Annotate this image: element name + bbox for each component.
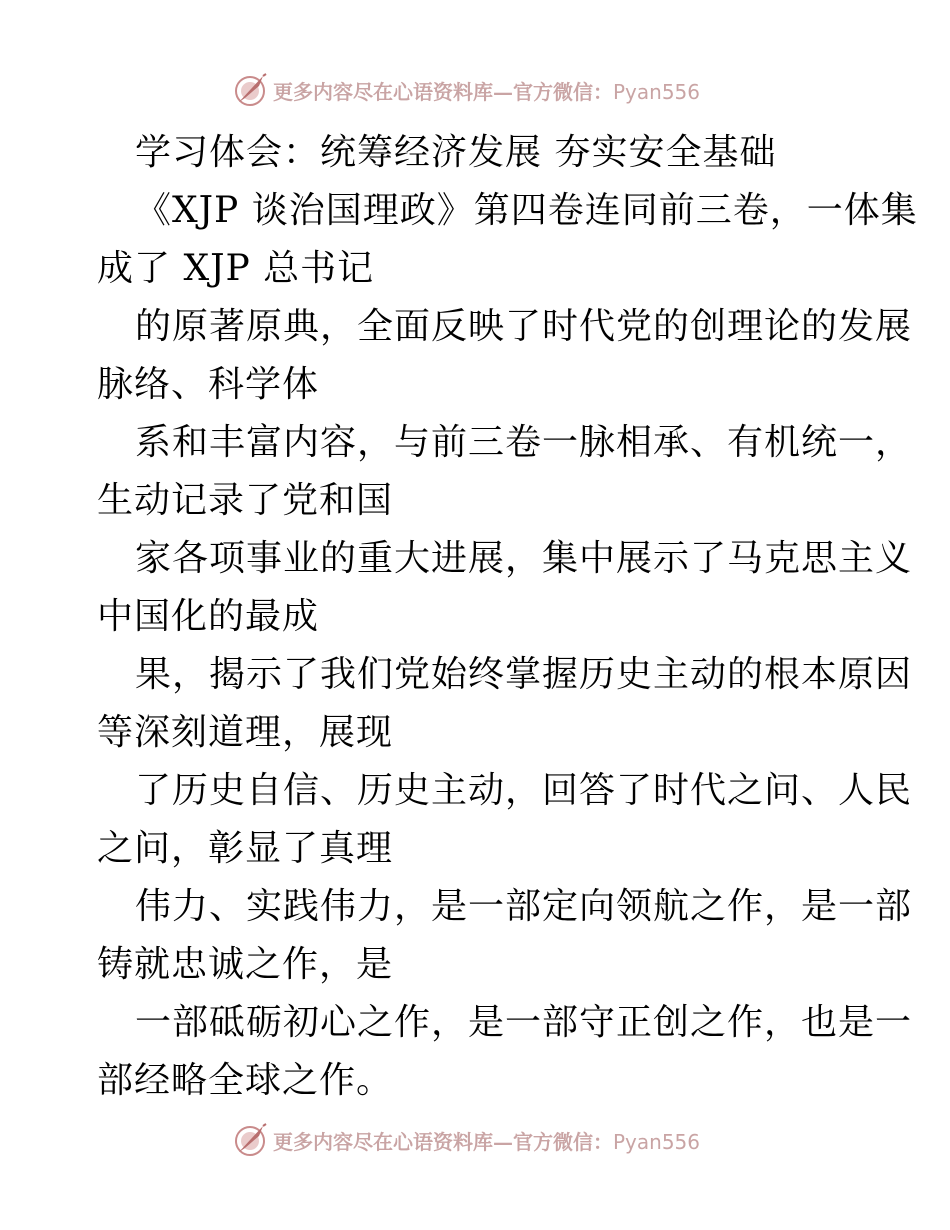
- wechat-id: Pyan556: [613, 79, 701, 104]
- body-line: 家各项事业的重大进展，集中展示了马克思主义: [135, 538, 913, 579]
- body-line: 部经略全球之作。: [97, 1060, 394, 1101]
- body-line: 生动记录了党和国: [97, 480, 394, 521]
- body-line: 果，揭示了我们党始终掌握历史主动的根本原因: [135, 654, 913, 695]
- body-line: 的原著原典，全面反映了时代党的创理论的发展: [135, 306, 913, 347]
- quill-seal-icon: [233, 1122, 269, 1158]
- document-body: [97, 124, 918, 1110]
- watermark-text: 更多内容尽在心语资料库—官方微信：Pyan556: [273, 1129, 701, 1154]
- document-title: 学习体会：统筹经济发展 夯实安全基础: [135, 132, 777, 173]
- body-line: 之问，彰显了真理: [97, 828, 394, 869]
- header-watermark: [233, 72, 700, 108]
- watermark-text: 更多内容尽在心语资料库—官方微信：Pyan556: [273, 79, 701, 104]
- body-line: 等深刻道理，展现: [97, 712, 394, 753]
- body-line: 成了 XJP 总书记: [97, 248, 375, 289]
- quill-seal-icon: [233, 72, 269, 108]
- body-line: 了历史自信、历史主动，回答了时代之问、人民: [135, 770, 913, 811]
- body-line: 中国化的最成: [97, 596, 320, 637]
- body-line: 一部砥砺初心之作，是一部守正创之作，也是一: [135, 1002, 913, 1043]
- footer-watermark: [233, 1122, 700, 1158]
- body-line: 《XJP 谈治国理政》第四卷连同前三卷，一体集: [135, 190, 918, 231]
- body-line: 脉络、科学体: [97, 364, 320, 405]
- body-line: 伟力、实践伟力，是一部定向领航之作，是一部: [135, 886, 913, 927]
- wechat-id: Pyan556: [613, 1129, 701, 1154]
- body-line: 系和丰富内容，与前三卷一脉相承、有机统一，: [135, 422, 913, 463]
- body-line: 铸就忠诚之作，是: [97, 944, 394, 985]
